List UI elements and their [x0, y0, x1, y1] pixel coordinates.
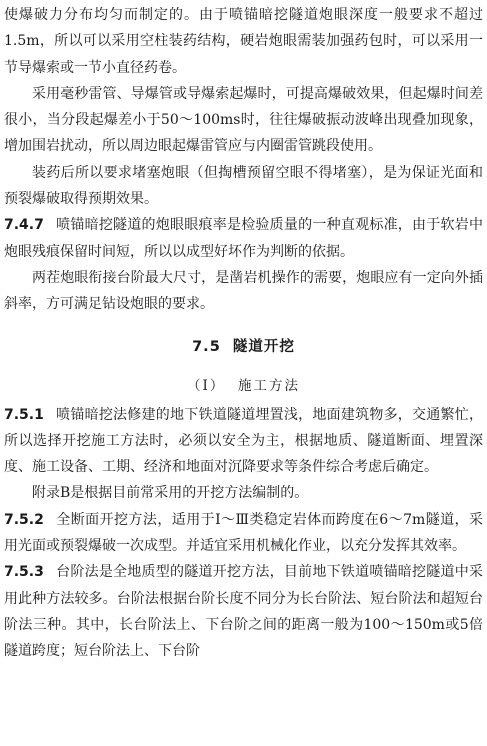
clause-number: 7.5.2 [4, 511, 44, 528]
section-heading [4, 334, 483, 360]
section-number: 7.5 [192, 338, 221, 355]
clause-text: 台阶法是全地质型的隧道开挖方法，目前地下铁道喷锚暗挖隧道中采用此种方法较多。台阶法根据台阶长度不同分为长台阶法、短台阶法和超短台阶法三种。其中，长台阶法上、下台阶之间的距离一般为100～150m或5倍隧道跨度；短台阶法上、下台阶 [4, 564, 483, 660]
clause-number: 7.5.3 [4, 564, 44, 581]
clause-number: 7.4.7 [4, 217, 44, 234]
subsection-title-text: 施工方法 [237, 377, 300, 394]
paragraph-bench-size: 两茬炮眼衔接台阶最大尺寸，是凿岩机操作的需要，炮眼应有一定向外插斜率，方可满足钻设炮眼的要求。 [4, 269, 483, 313]
clause-text: 喷锚暗挖法修建的地下铁道隧道埋置浅，地面建筑物多，交通繁忙，所以选择开挖施工方法时，必须以安全为主，根据地质、隧道断面、埋置深度、施工设备、工期、经济和地面对沉降要求等条件综合考虑后确定。 [4, 406, 483, 476]
clause-number: 7.5.1 [4, 406, 44, 423]
paragraph-charge-structure: 使爆破力分布均匀而制定的。由于喷锚暗挖隧道炮眼深度一般要求不超过1.5m，所以可以采用空柱装药结构，硬岩炮眼需装加强药包时，可以采用一节导爆索或一节小直径药卷。 [4, 7, 483, 76]
clause-7-5-3 [4, 559, 483, 664]
subsection-number: （Ⅰ） [187, 377, 226, 394]
clause-7-5-2 [4, 507, 483, 560]
paragraph-stemming: 装药后所以要求堵塞炮眼（但掏槽预留空眼不得堵塞），是为保证光面和预裂爆破取得预期效果。 [4, 164, 483, 208]
subsection-heading [4, 374, 483, 398]
clause-7-5-1 [4, 402, 483, 481]
clause-text: 喷锚暗挖隧道的炮眼眼痕率是检验质量的一种直观标准，由于软岩中炮眼残痕保留时间短，所以以成型好坏作为判断的依据。 [4, 217, 483, 260]
clause-7-4-7 [4, 212, 483, 265]
paragraph-detonator-timing: 采用毫秒雷管、导爆管或导爆索起爆时，可提高爆破效果，但起爆时间差很小，当分段起爆差小于50～100ms时，往往爆破振动波峰出现叠加现象，增加围岩扰动，所以周边眼起爆雷管应与内圈雷管跳段使用。 [4, 85, 483, 155]
section-title-text: 隧道开挖 [232, 338, 295, 355]
paragraph-appendix-b: 附录B是根据目前常采用的开挖方法编制的。 [32, 485, 309, 502]
clause-text: 全断面开挖方法，适用于Ⅰ～Ⅲ类稳定岩体而跨度在6～7m隧道，采用光面或预裂爆破一次成型。并适宜采用机械化作业，以充分发挥其效率。 [4, 511, 483, 555]
